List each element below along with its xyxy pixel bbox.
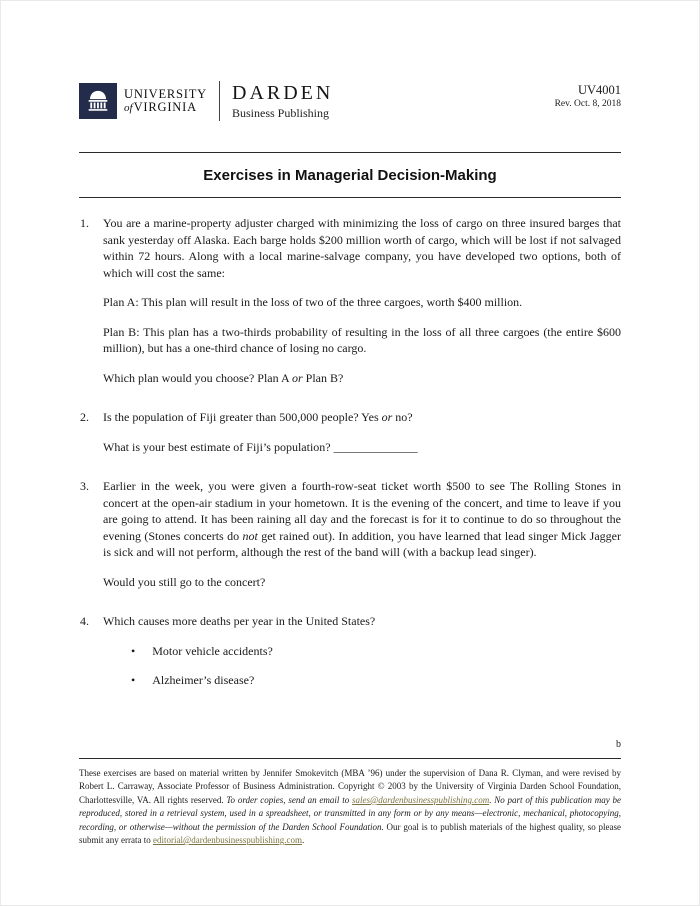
exercise-3-paragraph xyxy=(103,478,621,561)
brand-block xyxy=(79,81,333,121)
university-text-line1: UNIVERSITY xyxy=(124,86,207,101)
page-letter: b xyxy=(616,739,621,750)
footer-text-italic: To order copies, send an email to xyxy=(226,794,352,805)
option-alzheimers: Alzheimer’s disease? xyxy=(152,673,255,687)
masthead xyxy=(79,81,621,121)
rotunda-icon xyxy=(79,83,117,119)
sales-email-link[interactable]: sales@dardenbusinesspublishing.com xyxy=(352,794,490,805)
exercise-3-body xyxy=(103,478,621,603)
exercise-1-number: 1. xyxy=(80,216,89,230)
exercise-2-number: 2. xyxy=(80,410,89,424)
footer-text: These exercises are based on material written by Jennifer Smokevitch (MBA ’96) under the supervision of Dana R. Clyman, and were revised by Robert L. Carraway, Associate Professor of Business Administration. Copyright © 2003 by the University of Virginia Darden School Foundation, Charlottesville, VA. All rights reserved. xyxy=(79,768,621,805)
footer-text: . xyxy=(302,835,305,846)
darden-wordmark xyxy=(232,82,333,121)
list-item xyxy=(131,643,621,660)
exercise-2 xyxy=(79,409,621,468)
footer-text-italic: . No part of this publication may be reproduced, stored in a retrieval system, used in a spreadsheet, or transmitted in any form or by any means—electronic, mechanical, photocopying, recording, or otherwise—without the permission of the Darden School Foundation. xyxy=(79,794,621,832)
question-italic: or xyxy=(381,410,393,424)
exercise-4-body xyxy=(103,613,621,702)
title-rule xyxy=(79,197,621,198)
question-text: Is the population of Fiji greater than 500,000 people? Yes xyxy=(103,410,382,424)
brand-divider xyxy=(219,81,220,121)
exercise-1-plan-a: Plan A: This plan will result in the loss of two of the three cargoes, worth $400 million. xyxy=(103,295,523,309)
exercise-1-intro: You are a marine-property adjuster charged with minimizing the loss of cargo on three insured barges that sank yesterday off Alaska. Each barge holds $200 million worth of cargo, which will be lost if not salvaged within 72 hours. Along with a local marine-salvage company, you have developed two options, both of which will cost the same: xyxy=(103,216,621,280)
darden-title: DARDEN xyxy=(232,81,334,104)
university-wordmark xyxy=(124,88,207,115)
exercise-2-question-1 xyxy=(103,409,621,426)
editorial-email-link[interactable]: editorial@dardenbusinesspublishing.com xyxy=(152,835,302,846)
question-text: Plan B? xyxy=(302,370,344,385)
university-of: of xyxy=(124,101,133,114)
exercise-4 xyxy=(79,613,621,702)
footer-legal xyxy=(79,767,621,847)
uva-logo xyxy=(79,83,207,119)
exercise-3-question: Would you still go to the concert? xyxy=(103,574,266,589)
exercise-1-plan-b: Plan B: This plan has a two-thirds probability of resulting in the loss of all three cargoes (the entire $600 million), but has a one-third chance of losing no cargo. xyxy=(103,324,621,355)
paragraph-text: Earlier in the week, you were given a fourth-row-seat ticket worth $500 to see The Rolling Stones in concert at the open-air stadium in your hometown. It is the evening of the concert, and time to leave if you are going to attend. It has been raining all day and the forecast is for it to continue to do so throughout the evening (Stones concerts do xyxy=(103,479,621,543)
page-title: Exercises in Managerial Decision-Making xyxy=(203,167,497,184)
exercise-1 xyxy=(79,215,621,399)
footer-rule xyxy=(79,758,621,759)
paragraph-text: get rained out). In addition, you have learned that lead singer Mick Jagger is sick and will not perform, although the rest of the band will (with a backup lead singer). xyxy=(103,528,622,559)
exercise-4-question: Which causes more deaths per year in the United States? xyxy=(103,614,376,628)
exercise-4-options xyxy=(103,643,621,689)
bullet-icon: • xyxy=(131,643,136,658)
exercise-3-number: 3. xyxy=(80,479,89,493)
virginia-text: VIRGINIA xyxy=(133,99,197,114)
question-text: Which plan would you choose? Plan A xyxy=(103,370,292,385)
exercise-2-body xyxy=(103,409,621,468)
document-id xyxy=(555,81,621,111)
paragraph-italic: not xyxy=(242,528,258,543)
exercise-2-question-2: What is your best estimate of Fiji’s population? ______________ xyxy=(103,439,418,454)
bullet-icon: • xyxy=(131,673,136,687)
list-item xyxy=(131,672,621,689)
footer-text: Our goal is to publish materials of the highest quality, so please submit any errata to xyxy=(79,821,622,846)
exercise-list xyxy=(79,215,621,702)
exercise-1-question xyxy=(103,370,621,387)
exercise-1-body xyxy=(103,215,621,399)
question-text: no? xyxy=(392,410,413,424)
darden-subtitle: Business Publishing xyxy=(232,105,330,120)
question-italic: or xyxy=(291,370,303,385)
exercise-4-number: 4. xyxy=(80,614,89,628)
university-text-line2 xyxy=(124,101,207,115)
revision-date: Rev. Oct. 8, 2018 xyxy=(554,98,621,109)
doc-number: UV4001 xyxy=(577,83,621,97)
option-motor-vehicle: Motor vehicle accidents? xyxy=(152,643,273,658)
footer-area xyxy=(79,739,621,847)
exercise-3 xyxy=(79,478,621,603)
header-rule xyxy=(79,152,621,153)
